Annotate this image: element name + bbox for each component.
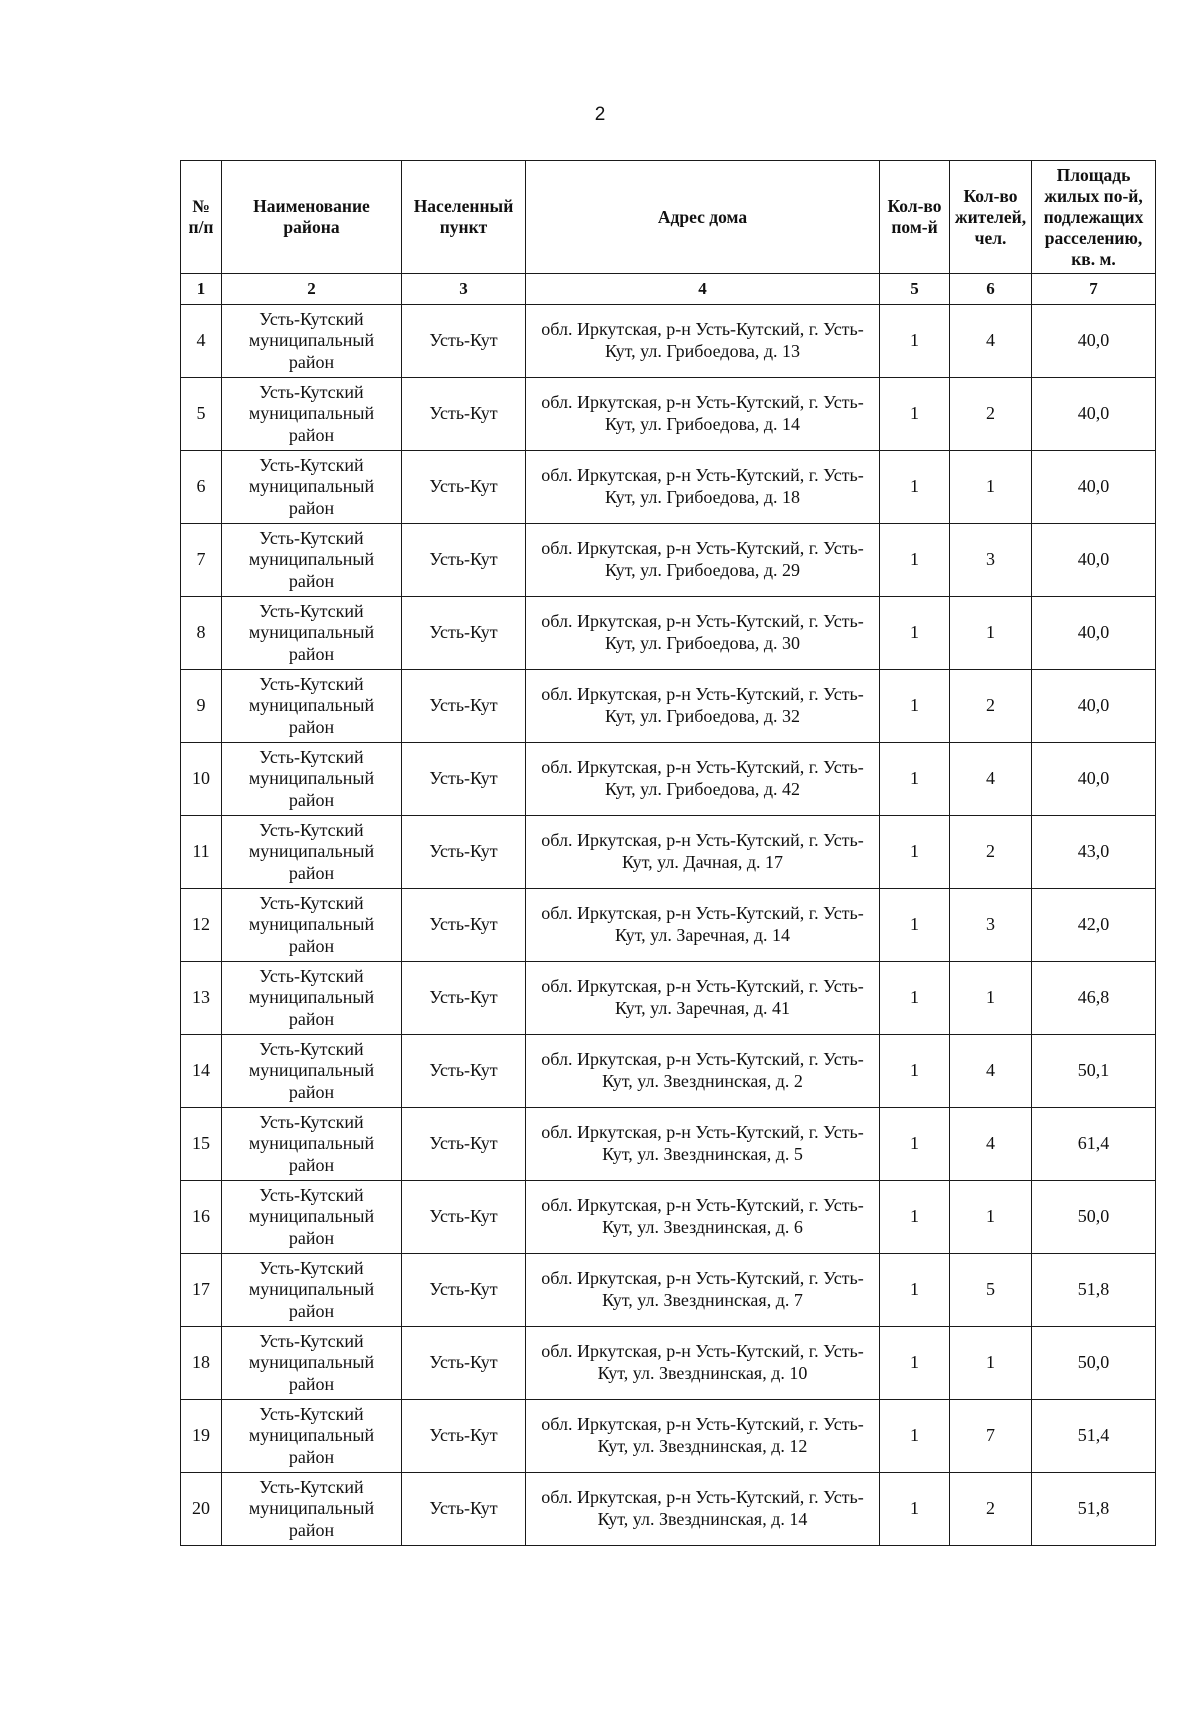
address-cell: обл. Иркутская, р-н Усть-Кутский, г. Усть-Кут, ул. Звезднинская, д. 7: [526, 1254, 880, 1327]
area-cell: 40,0: [1032, 524, 1156, 597]
header-district: Наименование района: [222, 161, 402, 274]
address-cell: обл. Иркутская, р-н Усть-Кутский, г. Усть-Кут, ул. Грибоедова, д. 18: [526, 451, 880, 524]
rooms-count-cell: 1: [880, 743, 950, 816]
locality-cell: Усть-Кут: [402, 1254, 526, 1327]
area-cell: 40,0: [1032, 378, 1156, 451]
column-number: 7: [1032, 274, 1156, 305]
locality-cell: Усть-Кут: [402, 889, 526, 962]
header-residents: Кол-во жителей, чел.: [950, 161, 1032, 274]
row-number-cell: 17: [181, 1254, 222, 1327]
rooms-count-cell: 1: [880, 1254, 950, 1327]
residents-count-cell: 2: [950, 816, 1032, 889]
locality-cell: Усть-Кут: [402, 451, 526, 524]
district-cell: Усть-Кутский муниципальный район: [222, 670, 402, 743]
table-row: [181, 1473, 1156, 1546]
locality-cell: Усть-Кут: [402, 1473, 526, 1546]
column-number: 3: [402, 274, 526, 305]
area-cell: 61,4: [1032, 1108, 1156, 1181]
table-row: [181, 451, 1156, 524]
row-number-cell: 15: [181, 1108, 222, 1181]
rooms-count-cell: 1: [880, 1181, 950, 1254]
row-number-cell: 10: [181, 743, 222, 816]
rooms-count-cell: 1: [880, 378, 950, 451]
district-cell: Усть-Кутский муниципальный район: [222, 1035, 402, 1108]
row-number-cell: 9: [181, 670, 222, 743]
district-cell: Усть-Кутский муниципальный район: [222, 816, 402, 889]
locality-cell: Усть-Кут: [402, 816, 526, 889]
rooms-count-cell: 1: [880, 1035, 950, 1108]
rooms-count-cell: 1: [880, 305, 950, 378]
residents-count-cell: 4: [950, 305, 1032, 378]
column-number: 2: [222, 274, 402, 305]
row-number-cell: 16: [181, 1181, 222, 1254]
row-number-cell: 20: [181, 1473, 222, 1546]
header-address: Адрес дома: [526, 161, 880, 274]
locality-cell: Усть-Кут: [402, 743, 526, 816]
district-cell: Усть-Кутский муниципальный район: [222, 597, 402, 670]
rooms-count-cell: 1: [880, 962, 950, 1035]
table-body: [181, 305, 1156, 1546]
table-row: [181, 1108, 1156, 1181]
residents-count-cell: 1: [950, 1327, 1032, 1400]
rooms-count-cell: 1: [880, 597, 950, 670]
header-number: № п/п: [181, 161, 222, 274]
table-row: [181, 743, 1156, 816]
row-number-cell: 8: [181, 597, 222, 670]
address-cell: обл. Иркутская, р-н Усть-Кутский, г. Усть-Кут, ул. Грибоедова, д. 30: [526, 597, 880, 670]
district-cell: Усть-Кутский муниципальный район: [222, 1400, 402, 1473]
residents-count-cell: 5: [950, 1254, 1032, 1327]
row-number-cell: 6: [181, 451, 222, 524]
address-cell: обл. Иркутская, р-н Усть-Кутский, г. Усть-Кут, ул. Грибоедова, д. 42: [526, 743, 880, 816]
rooms-count-cell: 1: [880, 670, 950, 743]
district-cell: Усть-Кутский муниципальный район: [222, 743, 402, 816]
row-number-cell: 12: [181, 889, 222, 962]
header-rooms: Кол-во пом-й: [880, 161, 950, 274]
district-cell: Усть-Кутский муниципальный район: [222, 378, 402, 451]
residents-count-cell: 4: [950, 743, 1032, 816]
residents-count-cell: 3: [950, 524, 1032, 597]
locality-cell: Усть-Кут: [402, 597, 526, 670]
locality-cell: Усть-Кут: [402, 1400, 526, 1473]
column-number-row: [181, 274, 1156, 305]
district-cell: Усть-Кутский муниципальный район: [222, 962, 402, 1035]
row-number-cell: 14: [181, 1035, 222, 1108]
column-number: 6: [950, 274, 1032, 305]
residents-count-cell: 2: [950, 1473, 1032, 1546]
row-number-cell: 11: [181, 816, 222, 889]
column-number: 1: [181, 274, 222, 305]
locality-cell: Усть-Кут: [402, 305, 526, 378]
locality-cell: Усть-Кут: [402, 378, 526, 451]
district-cell: Усть-Кутский муниципальный район: [222, 1254, 402, 1327]
table-row: [181, 1181, 1156, 1254]
row-number-cell: 4: [181, 305, 222, 378]
residents-count-cell: 3: [950, 889, 1032, 962]
area-cell: 42,0: [1032, 889, 1156, 962]
district-cell: Усть-Кутский муниципальный район: [222, 1473, 402, 1546]
table-row: [181, 378, 1156, 451]
rooms-count-cell: 1: [880, 524, 950, 597]
header-area: Площадь жилых по-й, подлежащих расселению, кв. м.: [1032, 161, 1156, 274]
rooms-count-cell: 1: [880, 816, 950, 889]
district-cell: Усть-Кутский муниципальный район: [222, 305, 402, 378]
table-row: [181, 816, 1156, 889]
rooms-count-cell: 1: [880, 1327, 950, 1400]
district-cell: Усть-Кутский муниципальный район: [222, 1327, 402, 1400]
table-row: [181, 305, 1156, 378]
locality-cell: Усть-Кут: [402, 1181, 526, 1254]
address-cell: обл. Иркутская, р-н Усть-Кутский, г. Усть-Кут, ул. Звезднинская, д. 10: [526, 1327, 880, 1400]
row-number-cell: 19: [181, 1400, 222, 1473]
table-row: [181, 1400, 1156, 1473]
residents-count-cell: 2: [950, 670, 1032, 743]
address-cell: обл. Иркутская, р-н Усть-Кутский, г. Усть-Кут, ул. Звезднинская, д. 5: [526, 1108, 880, 1181]
residents-count-cell: 7: [950, 1400, 1032, 1473]
locality-cell: Усть-Кут: [402, 1108, 526, 1181]
residents-count-cell: 4: [950, 1108, 1032, 1181]
header-locality: Населенный пункт: [402, 161, 526, 274]
page-number: 2: [594, 104, 606, 125]
district-cell: Усть-Кутский муниципальный район: [222, 451, 402, 524]
table-row: [181, 1327, 1156, 1400]
area-cell: 50,1: [1032, 1035, 1156, 1108]
area-cell: 51,8: [1032, 1473, 1156, 1546]
address-cell: обл. Иркутская, р-н Усть-Кутский, г. Усть-Кут, ул. Грибоедова, д. 13: [526, 305, 880, 378]
locality-cell: Усть-Кут: [402, 670, 526, 743]
rooms-count-cell: 1: [880, 1108, 950, 1181]
residents-count-cell: 2: [950, 378, 1032, 451]
row-number-cell: 7: [181, 524, 222, 597]
district-cell: Усть-Кутский муниципальный район: [222, 889, 402, 962]
residents-count-cell: 1: [950, 962, 1032, 1035]
row-number-cell: 18: [181, 1327, 222, 1400]
locality-cell: Усть-Кут: [402, 1035, 526, 1108]
residents-count-cell: 1: [950, 597, 1032, 670]
area-cell: 40,0: [1032, 670, 1156, 743]
row-number-cell: 13: [181, 962, 222, 1035]
locality-cell: Усть-Кут: [402, 962, 526, 1035]
area-cell: 51,4: [1032, 1400, 1156, 1473]
district-cell: Усть-Кутский муниципальный район: [222, 1181, 402, 1254]
area-cell: 40,0: [1032, 597, 1156, 670]
address-cell: обл. Иркутская, р-н Усть-Кутский, г. Усть-Кут, ул. Заречная, д. 41: [526, 962, 880, 1035]
address-cell: обл. Иркутская, р-н Усть-Кутский, г. Усть-Кут, ул. Грибоедова, д. 32: [526, 670, 880, 743]
area-cell: 50,0: [1032, 1181, 1156, 1254]
area-cell: 46,8: [1032, 962, 1156, 1035]
area-cell: 40,0: [1032, 451, 1156, 524]
locality-cell: Усть-Кут: [402, 1327, 526, 1400]
district-cell: Усть-Кутский муниципальный район: [222, 1108, 402, 1181]
area-cell: 40,0: [1032, 743, 1156, 816]
area-cell: 43,0: [1032, 816, 1156, 889]
area-cell: 51,8: [1032, 1254, 1156, 1327]
address-cell: обл. Иркутская, р-н Усть-Кутский, г. Усть-Кут, ул. Звезднинская, д. 2: [526, 1035, 880, 1108]
area-cell: 50,0: [1032, 1327, 1156, 1400]
address-cell: обл. Иркутская, р-н Усть-Кутский, г. Усть-Кут, ул. Звезднинская, д. 12: [526, 1400, 880, 1473]
residents-count-cell: 4: [950, 1035, 1032, 1108]
table-row: [181, 597, 1156, 670]
locality-cell: Усть-Кут: [402, 524, 526, 597]
header-row: [181, 161, 1156, 274]
table-row: [181, 524, 1156, 597]
rooms-count-cell: 1: [880, 1400, 950, 1473]
resettlement-table: [180, 160, 1156, 1546]
residents-count-cell: 1: [950, 451, 1032, 524]
district-cell: Усть-Кутский муниципальный район: [222, 524, 402, 597]
area-cell: 40,0: [1032, 305, 1156, 378]
address-cell: обл. Иркутская, р-н Усть-Кутский, г. Усть-Кут, ул. Звезднинская, д. 14: [526, 1473, 880, 1546]
table-row: [181, 1035, 1156, 1108]
table-row: [181, 1254, 1156, 1327]
address-cell: обл. Иркутская, р-н Усть-Кутский, г. Усть-Кут, ул. Грибоедова, д. 29: [526, 524, 880, 597]
rooms-count-cell: 1: [880, 1473, 950, 1546]
table-row: [181, 889, 1156, 962]
address-cell: обл. Иркутская, р-н Усть-Кутский, г. Усть-Кут, ул. Звезднинская, д. 6: [526, 1181, 880, 1254]
rooms-count-cell: 1: [880, 451, 950, 524]
address-cell: обл. Иркутская, р-н Усть-Кутский, г. Усть-Кут, ул. Дачная, д. 17: [526, 816, 880, 889]
rooms-count-cell: 1: [880, 889, 950, 962]
residents-count-cell: 1: [950, 1181, 1032, 1254]
address-cell: обл. Иркутская, р-н Усть-Кутский, г. Усть-Кут, ул. Грибоедова, д. 14: [526, 378, 880, 451]
table-row: [181, 962, 1156, 1035]
address-cell: обл. Иркутская, р-н Усть-Кутский, г. Усть-Кут, ул. Заречная, д. 14: [526, 889, 880, 962]
column-number: 4: [526, 274, 880, 305]
table-row: [181, 670, 1156, 743]
column-number: 5: [880, 274, 950, 305]
row-number-cell: 5: [181, 378, 222, 451]
